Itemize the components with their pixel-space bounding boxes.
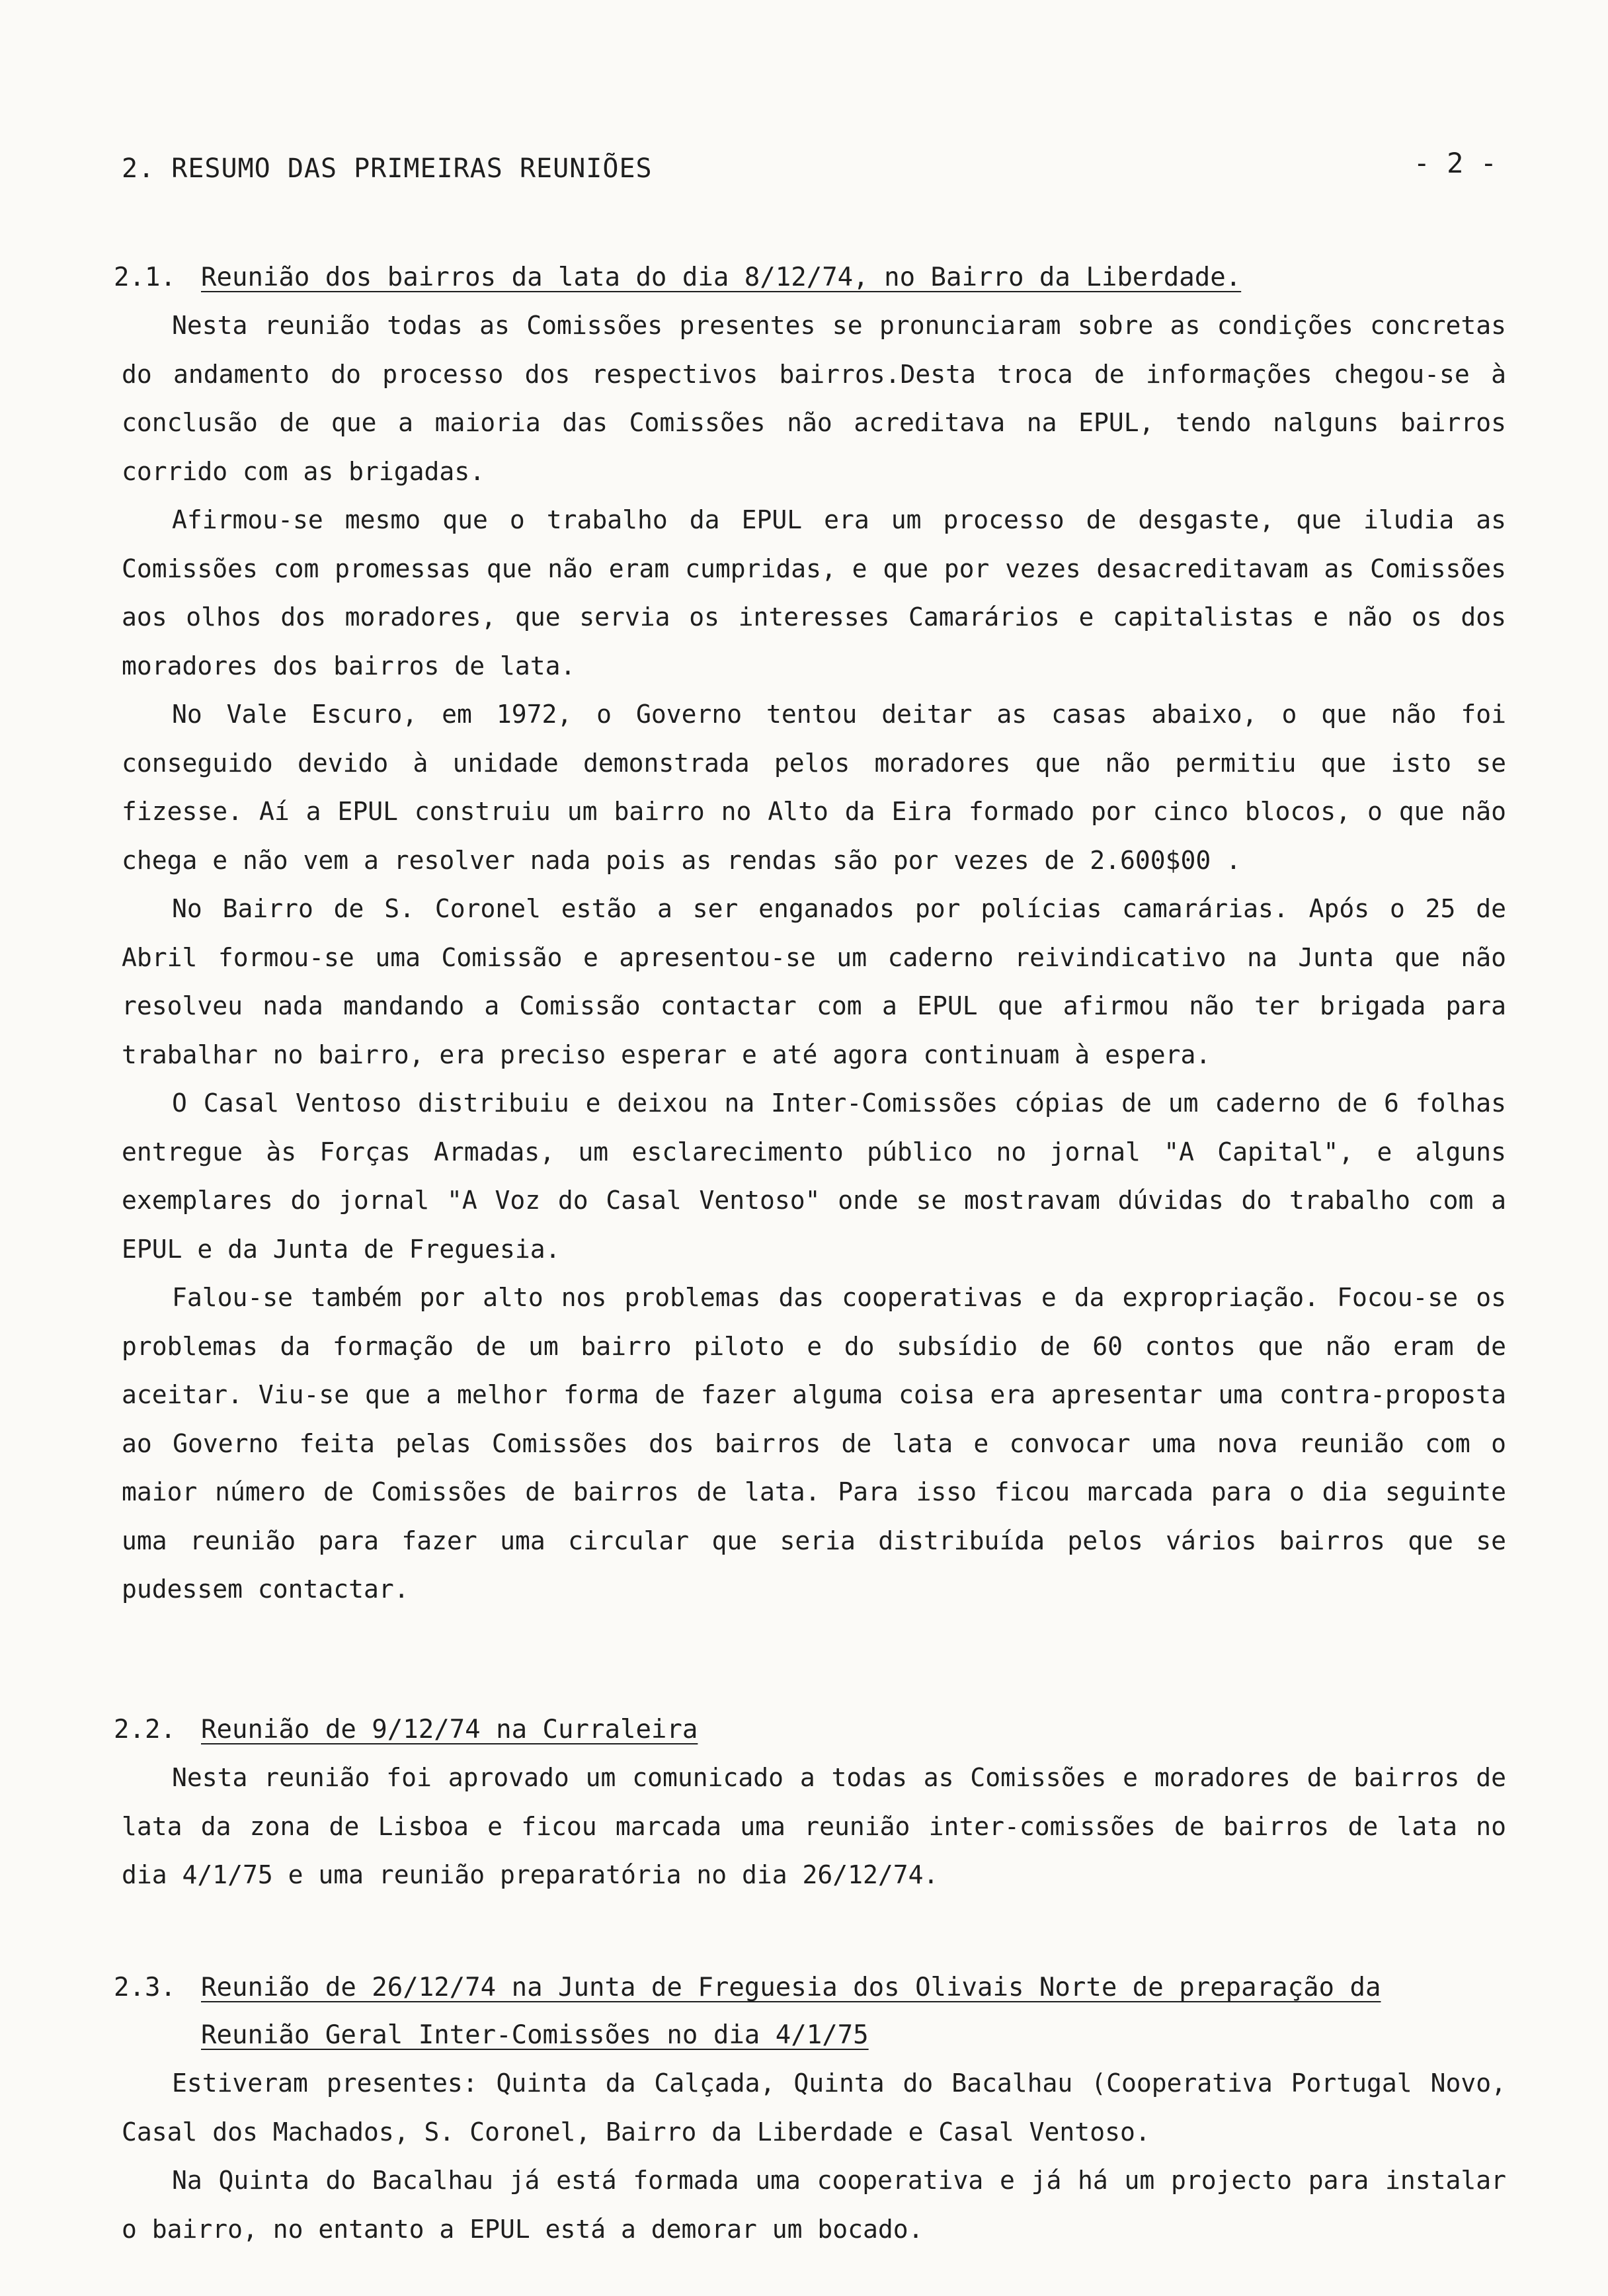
section-title-line2: Reunião Geral Inter-Comissões no dia 4/1/75 [201, 2020, 869, 2050]
paragraph: No Bairro de S. Coronel estão a ser enganados por polícias camarárias. Após o 25 de Abril formou-se uma Comissão e apresentou-se um caderno reivindicativo na Junta que não resolveu nada mandando a Comissão contactar com a EPUL que afirmou não ter brigada para trabalhar no bairro, era preciso esperar e até agora continuam à espera. [122, 894, 1506, 1069]
paragraph: Afirmou-se mesmo que o trabalho da EPUL era um processo de desgaste, que iludia as Comissões com promessas que não eram cumpridas, e que por vezes desacreditavam as Comissões aos olhos dos moradores, que servia os interesses Camarários e capitalistas e não os dos moradores dos bairros de lata. [122, 505, 1506, 680]
section-2-2 [114, 1706, 1515, 1900]
paragraph: O Casal Ventoso distribuiu e deixou na Inter-Comissões cópias de um caderno de 6 folhas entregue às Forças Armadas, um esclarecimento público no jornal "A Capital", e alguns exemplares do jornal "A Voz do Casal Ventoso" onde se mostravam dúvidas do trabalho com a EPUL e da Junta de Freguesia. [122, 1088, 1506, 1264]
section-heading [114, 1964, 1515, 2012]
section-heading [114, 1706, 1515, 1754]
paragraph: Na Quinta do Bacalhau já está formada uma cooperativa e já há um projecto para instalar o bairro, no entanto a EPUL está a demorar um bocado. [122, 2166, 1506, 2244]
section-number: 2.2. [114, 1715, 176, 1744]
section-2-3 [114, 1964, 1515, 2254]
paragraph: Nesta reunião todas as Comissões presentes se pronunciaram sobre as condições concretas do andamento do processo dos respectivos bairros.Desta troca de informações chegou-se à conclusão de que a maioria das Comissões não acreditava na EPUL, tendo nalguns bairros corrido com as brigadas. [122, 311, 1506, 486]
paragraph: Falou-se também por alto nos problemas das cooperativas e da expropriação. Focou-se os problemas da formação de um bairro piloto e do subsídio de 60 contos que não eram de aceitar. Viu-se que a melhor forma de fazer alguma coisa era apresentar uma contra-proposta ao Governo feita pelas Comissões dos bairros de lata e convocar uma nova reunião com o maior número de Comissões de bairros de lata. Para isso ficou marcada para o dia seguinte uma reunião para fazer uma circular que seria distribuída pelos vários bairros que se pudessem contactar. [122, 1283, 1506, 1604]
section-number: 2.1. [114, 263, 176, 292]
page-header [122, 147, 1497, 193]
page-number: - 2 - [1413, 147, 1497, 179]
section-number: 2.3. [114, 1973, 176, 2002]
paragraph: No Vale Escuro, em 1972, o Governo tentou deitar as casas abaixo, o que não foi conseguido devido à unidade demonstrada pelos moradores que não permitiu que isto se fizesse. Aí a EPUL construiu um bairro no Alto da Eira formado por cinco blocos, o que não chega e não vem a resolver nada pois as rendas são por vezes de 2.600$00 . [122, 700, 1506, 875]
section-heading-continued [114, 2012, 1515, 2059]
paragraph: Nesta reunião foi aprovado um comunicado a todas as Comissões e moradores de bairros de lata da zona de Lisboa e ficou marcada uma reunião inter-comissões de bairros de lata no dia 4/1/75 e uma reunião preparatória no dia 26/12/74. [122, 1763, 1506, 1889]
section-heading [114, 254, 1515, 302]
section-title: Reunião de 9/12/74 na Curraleira [201, 1715, 698, 1744]
paragraph: Estiveram presentes: Quinta da Calçada, Quinta do Bacalhau (Cooperativa Portugal Novo, Casal dos Machados, S. Coronel, Bairro da Liberdade e Casal Ventoso. [122, 2069, 1506, 2147]
section-title: Reunião de 26/12/74 na Junta de Freguesia dos Olivais Norte de preparação da [201, 1973, 1381, 2002]
section-title: Reunião dos bairros da lata do dia 8/12/74, no Bairro da Liberdade. [201, 263, 1242, 292]
section-2-1 [114, 254, 1515, 1614]
document-title: 2. RESUMO DAS PRIMEIRAS REUNIÕES [122, 153, 653, 184]
